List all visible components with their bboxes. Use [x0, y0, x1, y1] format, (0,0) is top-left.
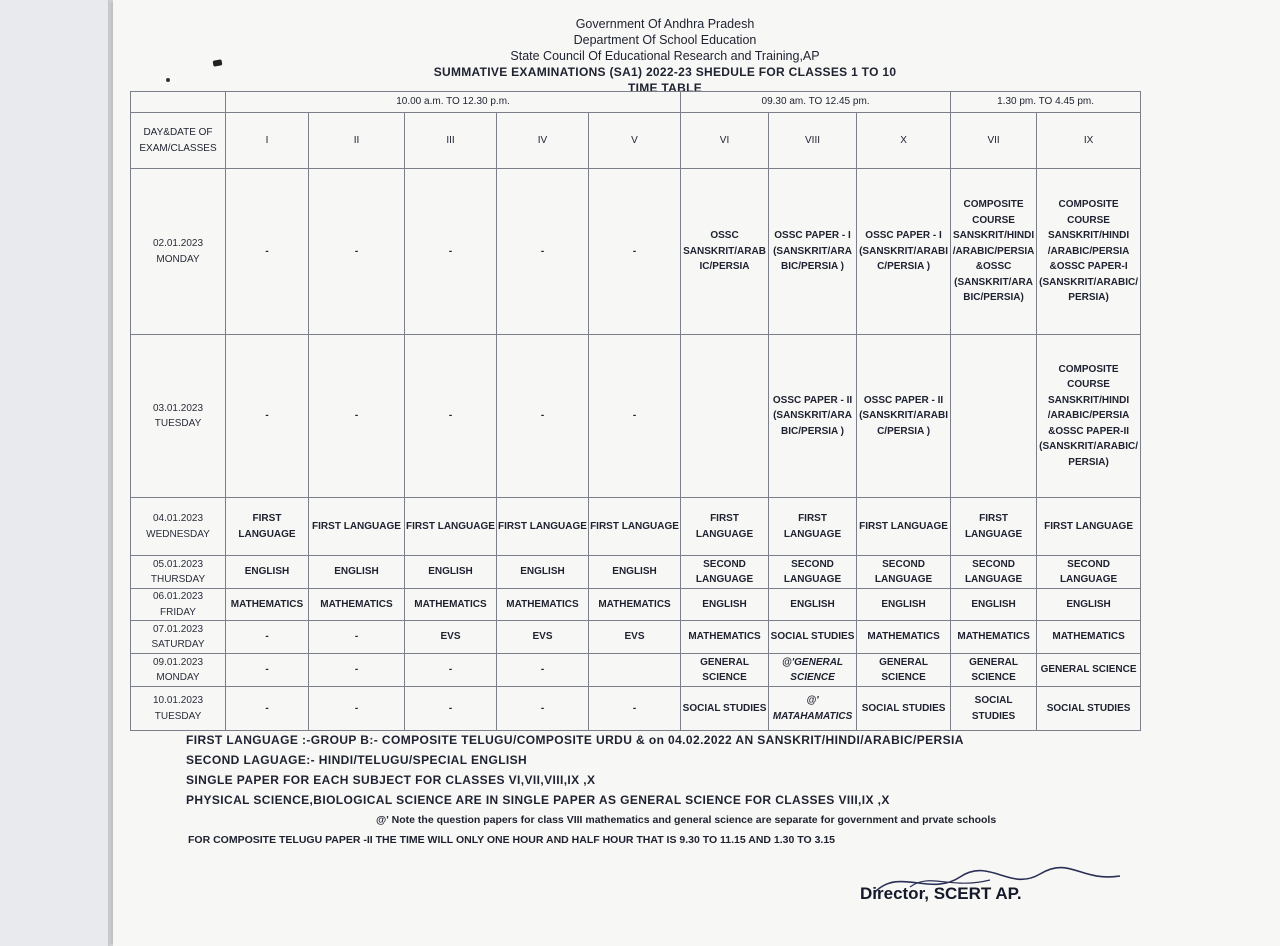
subject-cell: ENGLISH — [769, 589, 857, 621]
subject-cell: GENERAL SCIENCE — [681, 654, 769, 687]
signature-text: Director, SCERT AP. — [860, 884, 1022, 903]
notes-section — [186, 730, 1146, 850]
class-header: IV — [497, 113, 589, 169]
table-row — [131, 687, 1141, 731]
subject-cell: - — [405, 169, 497, 335]
subject-cell: GENERAL SCIENCE — [857, 654, 951, 687]
subject-cell: OSSC SANSKRIT/ARABIC/PERSIA — [681, 169, 769, 335]
subject-cell: - — [226, 687, 309, 731]
subject-cell: EVS — [589, 621, 681, 654]
subject-cell: SECOND LANGUAGE — [857, 556, 951, 589]
class-header: V — [589, 113, 681, 169]
subject-cell: MATHEMATICS — [1037, 621, 1141, 654]
subject-cell: ENGLISH — [309, 556, 405, 589]
subject-cell: ENGLISH — [1037, 589, 1141, 621]
date-cell — [131, 556, 226, 589]
session-row — [131, 92, 1141, 113]
subject-cell: FIRST LANGUAGE — [769, 498, 857, 556]
exam-date: 02.01.2023 — [152, 238, 204, 249]
subject-cell: OSSC PAPER - II (SANSKRIT/ARABIC/PERSIA ) — [769, 335, 857, 498]
subject-cell: EVS — [497, 621, 589, 654]
subject-cell: FIRST LANGUAGE — [309, 498, 405, 556]
class-header: VIII — [769, 113, 857, 169]
subject-cell: - — [226, 654, 309, 687]
subject-cell: MATHEMATICS — [589, 589, 681, 621]
subject-cell: @'GENERAL SCIENCE — [769, 654, 857, 687]
subject-cell: - — [405, 654, 497, 687]
subject-cell: FIRST LANGUAGE — [226, 498, 309, 556]
session-afternoon: 1.30 pm. TO 4.45 pm. — [951, 92, 1141, 113]
exam-day: THURSDAY — [150, 574, 206, 585]
subject-cell: MATHEMATICS — [497, 589, 589, 621]
header-line-time-table: TIME TABLE — [627, 81, 703, 95]
subject-cell: FIRST LANGUAGE — [681, 498, 769, 556]
subject-cell — [951, 335, 1037, 498]
subject-cell: OSSC PAPER - I (SANSKRIT/ARABIC/PERSIA ) — [769, 169, 857, 335]
class-header: VI — [681, 113, 769, 169]
exam-date: 09.01.2023 — [152, 656, 204, 668]
table-row — [131, 498, 1141, 556]
document-header — [300, 16, 1030, 96]
subject-cell: ENGLISH — [857, 589, 951, 621]
subject-cell: ENGLISH — [405, 556, 497, 589]
date-cell — [131, 169, 226, 335]
subject-cell: - — [497, 654, 589, 687]
exam-day: TUESDAY — [154, 710, 202, 722]
date-cell — [131, 621, 226, 654]
date-cell — [131, 589, 226, 621]
exam-date: 06.01.2023 — [152, 591, 204, 602]
subject-cell: MATHEMATICS — [405, 589, 497, 621]
subject-cell: ENGLISH — [497, 556, 589, 589]
subject-cell: - — [309, 335, 405, 498]
subject-cell: SOCIAL STUDIES — [857, 687, 951, 731]
date-cell — [131, 335, 226, 498]
subject-cell: - — [497, 687, 589, 731]
subject-cell: OSSC PAPER - II (SANSKRIT/ARABIC/PERSIA ) — [857, 335, 951, 498]
subject-cell: SOCIAL STUDIES — [1037, 687, 1141, 731]
subject-cell — [589, 654, 681, 687]
subject-cell: SECOND LANGUAGE — [1037, 556, 1141, 589]
exam-date: 10.01.2023 — [152, 695, 204, 706]
subject-cell: SECOND LANGUAGE — [769, 556, 857, 589]
header-line-exam-title: SUMMATIVE EXAMINATIONS (SA1) 2022-23 SHEDULE FOR CLASSES 1 TO 10 — [433, 65, 897, 79]
header-line-council: State Council Of Educational Research and Training,AP — [510, 49, 820, 63]
header-line-government: Government Of Andhra Pradesh — [575, 17, 755, 31]
table-row — [131, 589, 1141, 621]
class-header: II — [309, 113, 405, 169]
class-header: X — [857, 113, 951, 169]
date-cell — [131, 654, 226, 687]
subject-cell: MATHEMATICS — [681, 621, 769, 654]
subject-cell: MATHEMATICS — [309, 589, 405, 621]
subject-cell — [681, 335, 769, 498]
table-row — [131, 621, 1141, 654]
note-general-science: PHYSICAL SCIENCE,BIOLOGICAL SCIENCE ARE IN SINGLE PAPER AS GENERAL SCIENCE FOR CLASSES VIII,IX ,X — [186, 793, 890, 807]
subject-cell: FIRST LANGUAGE — [405, 498, 497, 556]
exam-day: MONDAY — [156, 672, 200, 683]
class-header: VII — [951, 113, 1037, 169]
table-row — [131, 335, 1141, 498]
subject-cell: FIRST LANGUAGE — [857, 498, 951, 556]
subject-cell: COMPOSITE COURSE SANSKRIT/HINDI /ARABIC/PERSIA &OSSC PAPER-II (SANSKRIT/ARABIC/PERSIA) — [1037, 335, 1141, 498]
class-header: III — [405, 113, 497, 169]
subject-cell: COMPOSITE COURSE SANSKRIT/HINDI /ARABIC/PERSIA &OSSC PAPER-I (SANSKRIT/ARABIC/PERSIA) — [1037, 169, 1141, 335]
blank-corner-cell — [131, 92, 226, 113]
subject-cell: - — [589, 169, 681, 335]
subject-cell: - — [309, 654, 405, 687]
subject-cell: - — [309, 621, 405, 654]
exam-day: FRIDAY — [160, 606, 196, 618]
subject-cell: OSSC PAPER - I (SANSKRIT/ARABIC/PERSIA ) — [857, 169, 951, 335]
class-header-row — [131, 113, 1141, 169]
subject-cell: SOCIAL STUDIES — [951, 687, 1037, 731]
subject-cell: FIRST LANGUAGE — [1037, 498, 1141, 556]
subject-cell: FIRST LANGUAGE — [497, 498, 589, 556]
subject-cell: - — [309, 169, 405, 335]
exam-date: 05.01.2023 — [152, 558, 204, 570]
subject-cell: COMPOSITE COURSE SANSKRIT/HINDI/ARABIC/PERSIA &OSSC (SANSKRIT/ARABIC/PERSIA) — [951, 169, 1037, 335]
exam-day: TUESDAY — [154, 418, 202, 429]
subject-cell: @' MATAHAMATICS — [769, 687, 857, 731]
exam-day: MONDAY — [156, 253, 200, 265]
exam-date: 07.01.2023 — [152, 623, 204, 635]
exam-day: WEDNESDAY — [146, 528, 210, 540]
corner-label: DAY&DATE OF EXAM/CLASSES — [131, 113, 226, 169]
exam-date: 04.01.2023 — [152, 513, 204, 524]
subject-cell: FIRST LANGUAGE — [589, 498, 681, 556]
subject-cell: MATHEMATICS — [951, 621, 1037, 654]
subject-cell: - — [226, 335, 309, 498]
table-row — [131, 169, 1141, 335]
subject-cell: MATHEMATICS — [226, 589, 309, 621]
subject-cell: FIRST LANGUAGE — [951, 498, 1037, 556]
header-line-department: Department Of School Education — [573, 33, 757, 47]
subject-cell: - — [405, 335, 497, 498]
note-second-language: SECOND LAGUAGE:- HINDI/TELUGU/SPECIAL ENGLISH — [186, 753, 528, 767]
subject-cell: ENGLISH — [681, 589, 769, 621]
subject-cell: SECOND LANGUAGE — [681, 556, 769, 589]
exam-day: SATURDAY — [151, 639, 205, 650]
subject-cell: - — [497, 335, 589, 498]
subject-cell: GENERAL SCIENCE — [951, 654, 1037, 687]
ink-dot — [166, 78, 170, 82]
table-row — [131, 556, 1141, 589]
subject-cell: - — [497, 169, 589, 335]
class-header: IX — [1037, 113, 1141, 169]
subject-cell: ENGLISH — [951, 589, 1037, 621]
subject-cell: - — [309, 687, 405, 731]
note-composite-telugu: FOR COMPOSITE TELUGU PAPER -II THE TIME WILL ONLY ONE HOUR AND HALF HOUR THAT IS 9.30 TO 11.15 AND 1.30 TO 3.15 — [188, 834, 836, 846]
subject-cell: - — [589, 687, 681, 731]
subject-cell: - — [405, 687, 497, 731]
subject-cell: - — [589, 335, 681, 498]
subject-cell: GENERAL SCIENCE — [1037, 654, 1141, 687]
session-mid: 09.30 am. TO 12.45 pm. — [681, 92, 951, 113]
note-class-viii: @' Note the question papers for class VIII mathematics and general science are separate for government and prvate schools — [376, 814, 997, 826]
exam-timetable — [130, 91, 1141, 731]
subject-cell: EVS — [405, 621, 497, 654]
class-header: I — [226, 113, 309, 169]
subject-cell: ENGLISH — [226, 556, 309, 589]
subject-cell: - — [226, 169, 309, 335]
subject-cell: SOCIAL STUDIES — [769, 621, 857, 654]
session-morning: 10.00 a.m. TO 12.30 p.m. — [226, 92, 681, 113]
subject-cell: MATHEMATICS — [857, 621, 951, 654]
note-first-language: FIRST LANGUAGE :-GROUP B:- COMPOSITE TELUGU/COMPOSITE URDU & on 04.02.2022 AN SANSKRIT/HINDI/ARABIC/PERSIA — [186, 733, 964, 747]
subject-cell: ENGLISH — [589, 556, 681, 589]
subject-cell: SOCIAL STUDIES — [681, 687, 769, 731]
table-row — [131, 654, 1141, 687]
note-single-paper: SINGLE PAPER FOR EACH SUBJECT FOR CLASSES VI,VII,VIII,IX ,X — [186, 773, 596, 787]
exam-date: 03.01.2023 — [152, 402, 204, 414]
subject-cell: SECOND LANGUAGE — [951, 556, 1037, 589]
date-cell — [131, 498, 226, 556]
date-cell — [131, 687, 226, 731]
subject-cell: - — [226, 621, 309, 654]
